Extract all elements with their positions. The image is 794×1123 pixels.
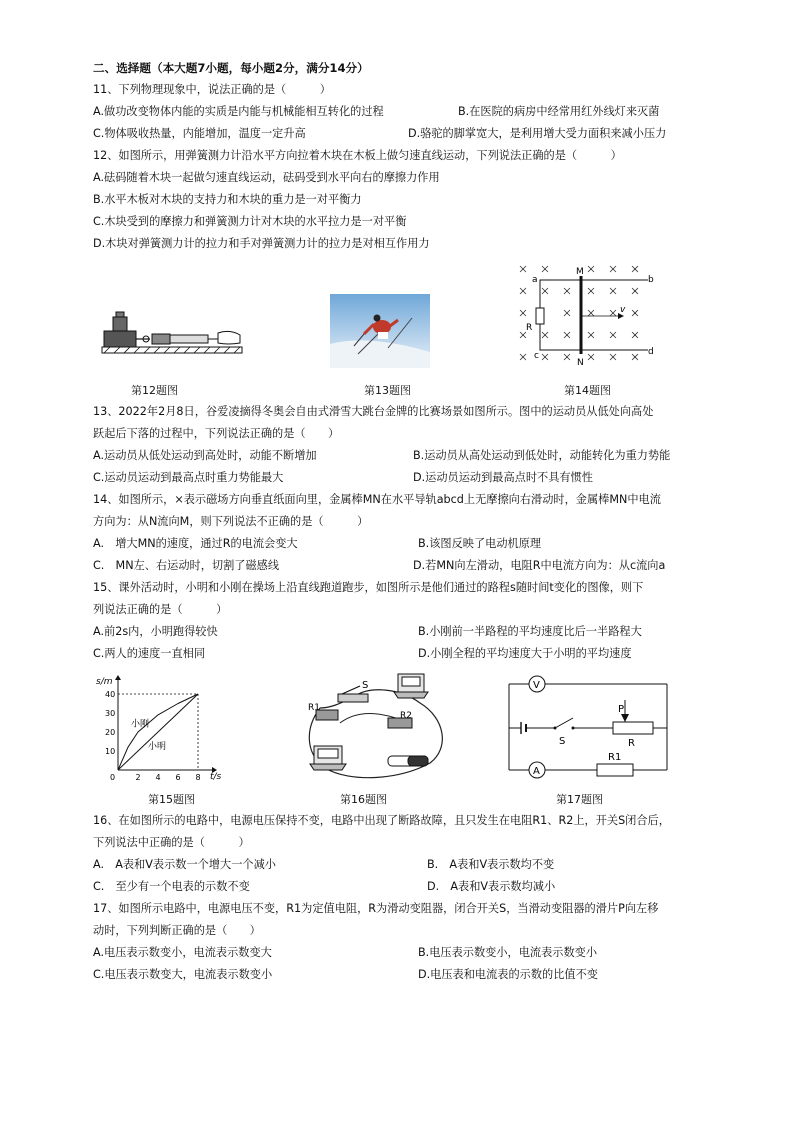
q12-option-b: B.水平木板对木块的支持力和木块的重力是一对平衡力 [93, 193, 362, 206]
q16-option-b: B. A表和V表示数均不变 [427, 858, 555, 871]
fig13-skier-photo [330, 294, 430, 368]
fig16-circuit-drawing [300, 668, 450, 783]
fig16-label-s: S [362, 680, 369, 691]
fig14-label-n: N [577, 358, 584, 368]
chart-ylabel: s/m [96, 677, 113, 687]
q11-option-c: C.物体吸收热量，内能增加，温度一定升高 [93, 127, 306, 140]
chart-x-tick-label: 0 [110, 773, 116, 782]
chart-y-tick-label: 10 [105, 747, 116, 756]
q15-option-c: C.两人的速度一直相同 [93, 647, 206, 660]
chart-y-tick-label: 30 [105, 709, 116, 718]
q17-option-d: D.电压表和电流表的示数的比值不变 [418, 968, 598, 981]
q17-stem-line1: 17、如图所示电路中，电源电压不变，R1为定值电阻，R为滑动变阻器，闭合开关S，当滑动变阻器的滑片P向左移 [93, 902, 659, 915]
q13-stem-line1: 13、2022年2月8日，谷爱凌摘得冬奥会自由式滑雪大跳台金牌的比赛场景如图所示。图中的运动员从低处向高处 [93, 405, 654, 418]
fig15-caption: 第15题图 [148, 793, 195, 806]
fig12-caption: 第12题图 [131, 384, 178, 397]
chart-series-label-xiaoming: 小明 [148, 742, 167, 753]
fig14-caption: 第14题图 [564, 384, 611, 397]
fig14-label-d: d [648, 347, 654, 357]
q15-stem-line2: 列说法正确的是（ ） [93, 603, 228, 616]
fig12-block-spring-diagram [100, 305, 245, 365]
q12-option-d: D.木块对弹簧测力计的拉力和手对弹簧测力计的拉力是对相互作用力 [93, 237, 430, 250]
fig16-caption: 第16题图 [340, 793, 387, 806]
fig14-rail-diagram [514, 262, 664, 370]
q11-option-b: B.在医院的病房中经常用红外线灯来灭菌 [458, 105, 660, 118]
chart-y-axis-arrow [115, 675, 121, 680]
fig14-label-b: b [648, 275, 654, 285]
chart-y-tick-label: 20 [105, 728, 116, 737]
q13-option-b: B.运动员从高处运动到低处时，动能转化为重力势能 [413, 449, 671, 462]
fig17-label-a: A [533, 766, 540, 777]
q15-option-b: B.小刚前一半路程的平均速度比后一半路程大 [418, 625, 642, 638]
fig13-caption: 第13题图 [364, 384, 411, 397]
q15-option-a: A.前2s内，小明跑得较快 [93, 625, 218, 638]
q14-stem-line1: 14、如图所示，×表示磁场方向垂直纸面向里，金属棒MN在水平导轨abcd上无摩擦向右滑动时，金属棒MN中电流 [93, 493, 661, 506]
q14-stem-line2: 方向为：从N流向M，则下列说法不正确的是（ ） [93, 515, 369, 528]
q17-option-a: A.电压表示数变小，电流表示数变大 [93, 946, 272, 959]
fig14-label-v: v [620, 305, 626, 315]
q17-option-b: B.电压表示数变小，电流表示数变小 [418, 946, 598, 959]
q16-stem-line1: 16、在如图所示的电路中，电源电压保持不变，电路中出现了断路故障，且只发生在电阻R1、R2上，开关S闭合后， [93, 814, 670, 827]
chart-y-tick-label: 40 [105, 690, 116, 699]
q11-stem: 11、下列物理现象中，说法正确的是（ ） [93, 83, 331, 96]
chart-x-tick-label: 6 [175, 773, 181, 782]
chart-x-tick-label: 2 [135, 773, 141, 782]
chart-xlabel: t/s [210, 772, 222, 782]
q12-option-c: C.木块受到的摩擦力和弹簧测力计对木块的水平拉力是一对平衡 [93, 215, 407, 228]
fig17-label-r1: R1 [608, 752, 622, 763]
q16-option-d: D. A表和V表示数均减小 [427, 880, 556, 893]
chart-series-line-xiaoming [118, 694, 198, 770]
q13-option-d: D.运动员运动到最高点时不具有惯性 [413, 471, 593, 484]
q14-option-d: D.若MN向左滑动，电阻R中电流方向为：从c流向a [413, 559, 666, 572]
q16-option-c: C. 至少有一个电表的示数不变 [93, 880, 250, 893]
q17-stem-line2: 动时，下列判断正确的是（ ） [93, 924, 261, 937]
fig14-label-r: R [526, 323, 533, 333]
chart-x-tick-label: 4 [155, 773, 161, 782]
fig17-label-p: P [618, 704, 625, 715]
q13-option-c: C.运动员运动到最高点时重力势能最大 [93, 471, 284, 484]
fig15-st-chart [96, 674, 226, 784]
q16-stem-line2: 下列说法中正确的是（ ） [93, 836, 250, 849]
chart-x-tick-label: 8 [195, 773, 201, 782]
fig17-caption: 第17题图 [556, 793, 603, 806]
q12-option-a: A.砝码随着木块一起做匀速直线运动，砝码受到水平向右的摩擦力作用 [93, 171, 440, 184]
q12-stem: 12、如图所示，用弹簧测力计沿水平方向拉着木块在木板上做匀速直线运动，下列说法正确的是（ ） [93, 149, 622, 162]
q15-stem-line1: 15、课外活动时，小明和小刚在操场上沿直线跑道跑步，如图所示是他们通过的路程s随时间t变化的图像，则下 [93, 581, 644, 594]
fig17-label-v: V [533, 680, 540, 691]
q14-option-b: B.该图反映了电动机原理 [418, 537, 542, 550]
fig14-label-c: c [534, 351, 539, 361]
fig17-label-r: R [628, 738, 635, 749]
fig14-label-m: M [576, 267, 584, 277]
q17-option-c: C.电压表示数变大，电流表示数变小 [93, 968, 273, 981]
q13-stem-line2: 跃起后下落的过程中，下列说法正确的是（ ） [93, 427, 340, 440]
fig17-circuit-schematic [505, 672, 670, 780]
fig17-label-s: S [559, 736, 566, 747]
fig16-label-r2: R2 [400, 711, 412, 721]
q13-option-a: A.运动员从低处运动到高处时，动能不断增加 [93, 449, 317, 462]
q15-option-d: D.小刚全程的平均速度大于小明的平均速度 [418, 647, 632, 660]
fig16-label-r1: R1 [308, 703, 320, 713]
q11-option-a: A.做功改变物体内能的实质是内能与机械能相互转化的过程 [93, 105, 384, 118]
q16-option-a: A. A表和V表示数一个增大一个减小 [93, 858, 276, 871]
section-title: 二、选择题（本大题7小题，每小题2分，满分14分） [93, 61, 369, 75]
q11-option-d: D.骆驼的脚掌宽大，是利用增大受力面积来减小压力 [408, 127, 667, 140]
q14-option-c: C. MN左、右运动时，切割了磁感线 [93, 559, 280, 572]
chart-series-label-xiaogang: 小刚 [131, 719, 150, 730]
fig14-label-a: a [532, 275, 538, 285]
q14-option-a: A. 增大MN的速度，通过R的电流会变大 [93, 537, 298, 550]
